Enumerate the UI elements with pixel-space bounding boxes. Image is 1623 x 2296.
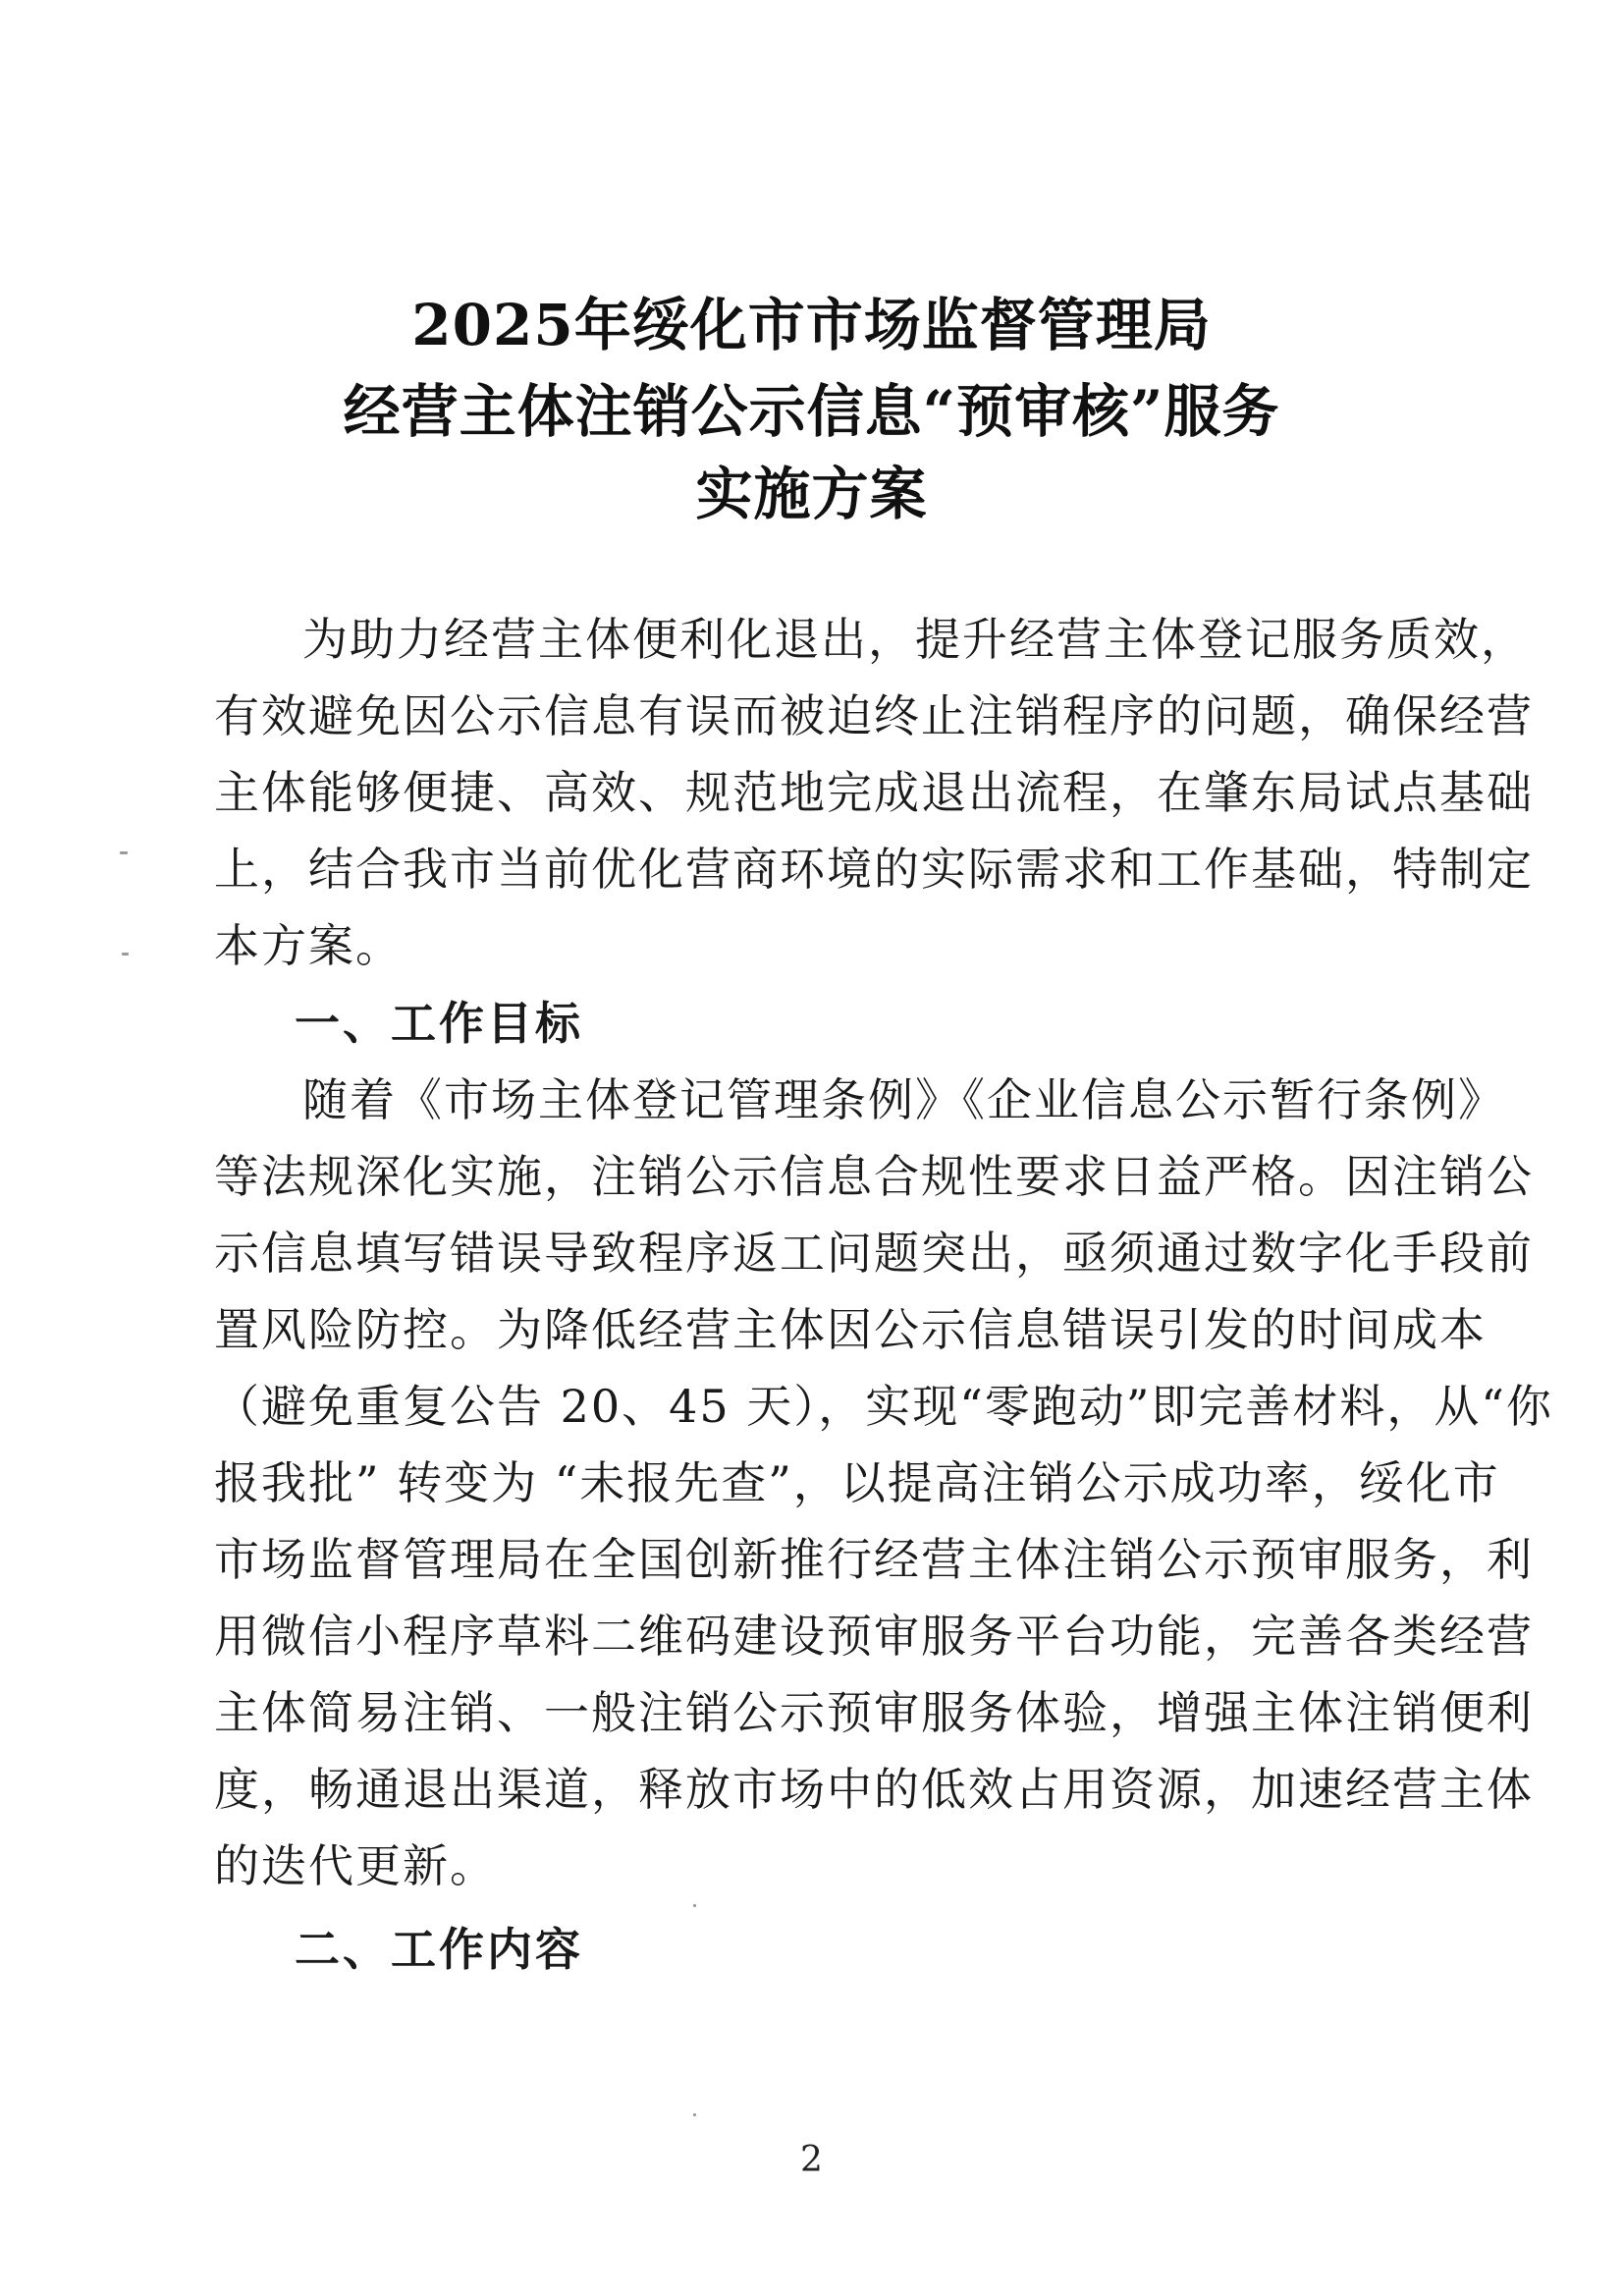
- section1-line-9: 主体简易注销、一般注销公示预审服务体验，增强主体注销便利: [214, 1686, 1534, 1739]
- section-heading-work-content: 二、工作内容: [295, 1923, 583, 1976]
- section1-line-3: 示信息填写错误导致程序返工问题突出，亟须通过数字化手段前: [214, 1227, 1534, 1280]
- document-title-line-3: 实施方案: [695, 461, 928, 527]
- section1-line-6: 报我批” 转变为 “未报先查”，以提高注销公示成功率，绥化市: [214, 1456, 1500, 1509]
- document-title-line-2: 经营主体注销公示信息“预审核”服务: [343, 378, 1280, 445]
- section1-line-5: （避免重复公告 20、45 天），实现“零跑动”即完善材料，从“你: [214, 1380, 1553, 1433]
- section1-line-8: 用微信小程序草料二维码建设预审服务平台功能，完善各类经营: [214, 1610, 1534, 1663]
- section1-line-4: 置风险防控。为降低经营主体因公示信息错误引发的时间成本: [214, 1303, 1487, 1356]
- intro-line-4: 上，结合我市当前优化营商环境的实际需求和工作基础，特制定: [214, 843, 1534, 896]
- section1-line-1: 随着《市场主体登记管理条例》《企业信息公示暂行条例》: [302, 1073, 1505, 1126]
- page-number: 2: [800, 2140, 823, 2180]
- scan-speck: [120, 851, 128, 854]
- section1-line-7: 市场监督管理局在全国创新推行经营主体注销公示预审服务，利: [214, 1533, 1534, 1586]
- document-title-line-1: 2025年绥化市市场监督管理局: [411, 292, 1212, 358]
- section-heading-work-goal: 一、工作目标: [295, 997, 583, 1050]
- scan-speck: [122, 953, 129, 956]
- section1-line-10: 度，畅通退出渠道，释放市场中的低效占用资源，加速经营主体: [214, 1763, 1534, 1816]
- intro-line-3: 主体能够便捷、高效、规范地完成退出流程，在肇东局试点基础: [214, 766, 1534, 819]
- section1-line-2: 等法规深化实施，注销公示信息合规性要求日益严格。因注销公: [214, 1150, 1534, 1203]
- scan-speck: [693, 1904, 696, 1907]
- intro-line-1: 为助力经营主体便利化退出，提升经营主体登记服务质效，: [302, 613, 1528, 666]
- intro-line-5: 本方案。: [214, 919, 403, 972]
- scan-speck: [693, 2113, 696, 2116]
- intro-line-2: 有效避免因公示信息有误而被迫终止注销程序的问题，确保经营: [214, 689, 1534, 742]
- section1-line-11: 的迭代更新。: [214, 1839, 497, 1892]
